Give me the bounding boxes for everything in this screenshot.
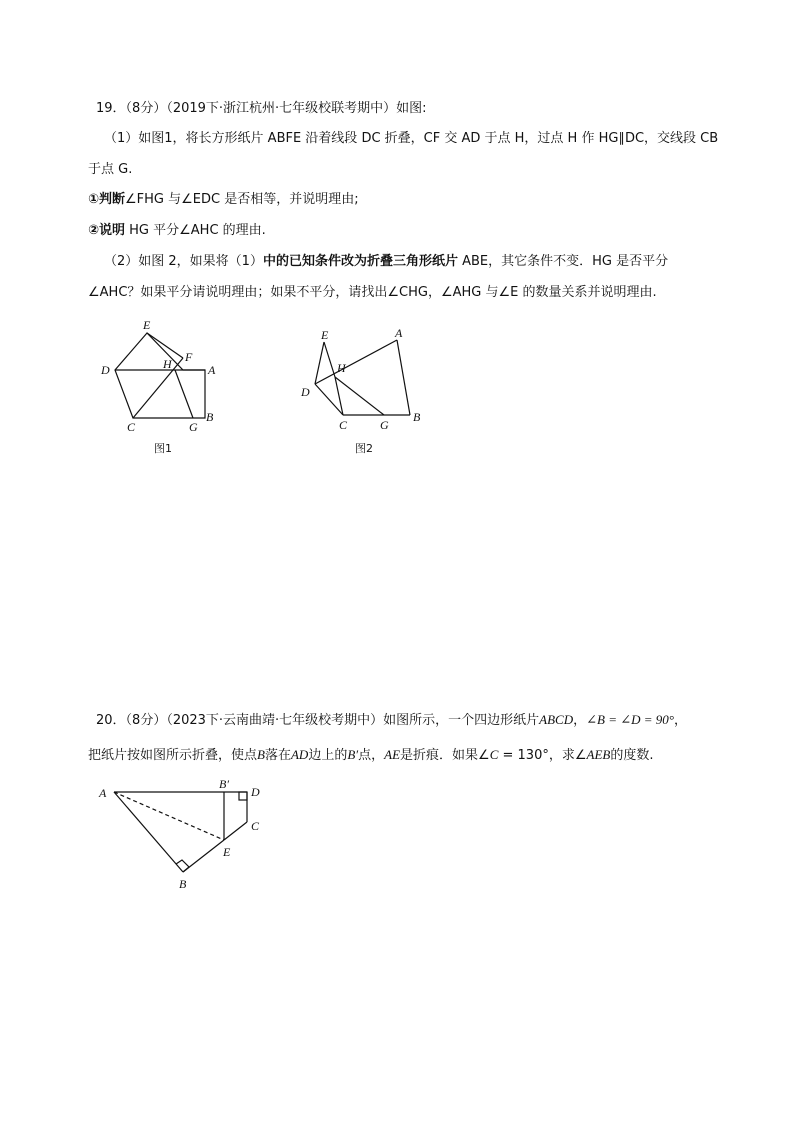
q20-line2 [88, 746, 653, 765]
q19-item2-text: HG 平分∠AHC 的理由. [125, 223, 266, 238]
q20-line2-h: AE [384, 747, 401, 762]
q20-line2-a: 把纸片按如图所示折叠，使点 [88, 748, 258, 763]
fig2-segment-EH [324, 342, 335, 377]
q20-line2-l: AEB [586, 747, 611, 762]
q20-right-angle-D [239, 792, 247, 800]
fig1-label-A: A [208, 363, 216, 377]
q20-label-E: E [223, 845, 231, 859]
fig2-label-A: A [395, 326, 403, 340]
fig2-label-E: E [321, 328, 329, 342]
q20-line1-c: ， [573, 713, 587, 728]
fig1-label-B: B [206, 410, 214, 424]
fig2-caption: 图2 [355, 442, 373, 455]
fig2-label-G: G [380, 418, 389, 432]
q20-line2-f: B′ [347, 747, 359, 762]
q20-line2-c: 落在 [264, 748, 291, 763]
q20-line2-i: 是折痕．如果∠ [400, 748, 490, 763]
q19-part2-c: ABE，其它条件不变．HG 是否平分 [457, 254, 669, 269]
q20-line2-b: B [257, 747, 265, 762]
q20-line1-e: ， [674, 713, 688, 728]
q19-part1-line1: （1）如图1，将长方形纸片 ABFE 沿着线段 DC 折叠，CF 交 AD 于点 H，过点 H 作 HG∥DC，交线段 CB [104, 131, 719, 146]
q20-line2-g: 点， [358, 748, 385, 763]
q19-part1-line2: 于点 G. [88, 162, 133, 177]
q19-part2-b: 中的已知条件改为折叠三角形纸片 [262, 254, 458, 269]
fig1-pentagon [115, 333, 205, 418]
q19-part2-a: （2）如图 2，如果将（1） [104, 254, 263, 269]
fig1-label-D: D [101, 363, 110, 377]
q20-label-C: C [251, 819, 260, 833]
fig1-label-H: H [163, 357, 172, 371]
q20-label-A: A [99, 786, 107, 800]
q20-line1-d: ∠B = ∠D = 90° [586, 712, 674, 727]
q20-fold-line-AE [114, 792, 224, 840]
fig2-label-B: B [413, 410, 421, 424]
q20-line2-e: 边上的 [308, 748, 348, 763]
fig2-label-C: C [339, 418, 348, 432]
q20-label-B: B [179, 877, 187, 891]
q20-label-D: D [251, 785, 260, 799]
q20-line2-m: 的度数. [610, 748, 654, 763]
fig1-label-E: E [143, 318, 151, 332]
fig2-segment-DB [315, 384, 343, 415]
q19-part2-line2: ∠AHC？如果平分请说明理由；如果不平分，请找出∠CHG，∠AHG 与∠E 的数量关系并说明理由. [88, 285, 657, 300]
q20-segment-AB [114, 792, 183, 872]
fig2-segment-DA [315, 340, 397, 384]
fig2-label-H: H [337, 361, 346, 375]
q20-label-Bprime: B′ [219, 777, 229, 791]
q20-line1 [96, 711, 687, 730]
q20-line1-b: ABCD [539, 712, 574, 727]
q20-line2-j: C [489, 747, 499, 762]
fig2-label-D: D [301, 385, 310, 399]
q20-line1-a: 20．（8分）（2023下·云南曲靖·七年级校考期中）如图所示，一个四边形纸片 [96, 713, 540, 728]
q19-header: 19．（8分）（2019下·浙江杭州·七年级校联考期中）如图: [96, 101, 427, 116]
fig1-caption: 图1 [154, 442, 172, 455]
q20-line2-k: = 130°，求∠ [498, 748, 587, 763]
q19-item2-lead: ②说明 [88, 223, 126, 238]
fig2-segment-AB [397, 340, 410, 415]
q20-segment-CE [224, 822, 247, 840]
q20-line2-d: AD [290, 747, 309, 762]
fig1-label-G: G [189, 420, 198, 434]
fig1-segment-FC [133, 358, 183, 418]
fig1-label-C: C [127, 420, 136, 434]
fig1-segment-EF [147, 333, 183, 358]
fig1-segment-HG [175, 370, 193, 418]
q19-item1-lead: ①判断 [88, 192, 126, 207]
fig2-segment-ED [315, 342, 324, 384]
q19-item1-text: ∠FHG 与∠EDC 是否相等，并说明理由; [125, 192, 359, 207]
fig1-label-F: F [185, 350, 193, 364]
